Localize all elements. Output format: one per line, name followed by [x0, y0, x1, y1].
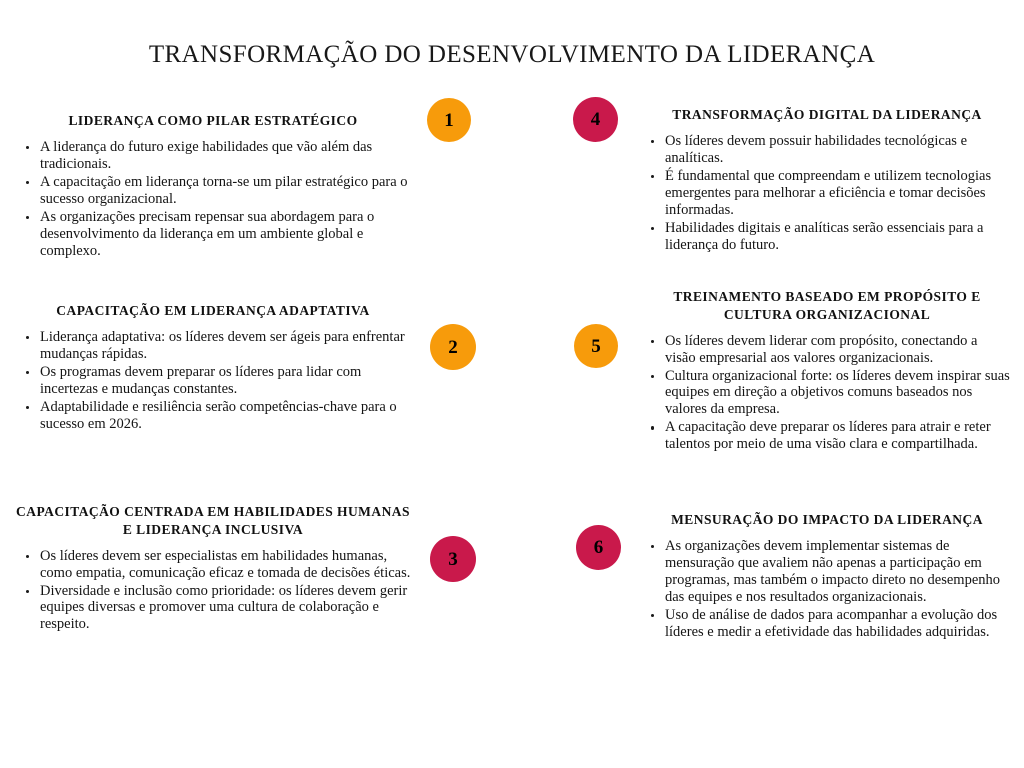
section-badge-number-1: 1	[444, 109, 454, 131]
list-item: Os líderes devem possuir habilidades tecnológicas e analíticas.	[644, 133, 1010, 167]
list-item: As organizações devem implementar sistemas de mensuração que avaliem não apenas a participação em programas, mas também o impacto direto no desempenho das equipes e nos resultados organizacionais.	[644, 538, 1010, 606]
section-heading-4: TRANSFORMAÇÃO DIGITAL DA LIDERANÇA	[672, 107, 982, 122]
section-bullets-4	[624, 133, 1024, 254]
section-heading-1: LIDERANÇA COMO PILAR ESTRATÉGICO	[68, 113, 358, 128]
list-item: Os líderes devem liderar com propósito, conectando a visão empresarial aos valores organizacionais.	[644, 333, 1010, 367]
section-bullets-1	[0, 139, 426, 260]
section-heading-6: MENSURAÇÃO DO IMPACTO DA LIDERANÇA	[671, 512, 983, 527]
section-block-6	[624, 511, 1024, 642]
section-badge-4	[573, 97, 618, 142]
section-badge-number-4: 4	[590, 109, 601, 130]
list-item: É fundamental que compreendam e utilizem tecnologias emergentes para melhorar a eficiência e tomar decisões informadas.	[644, 168, 1010, 219]
list-item: Os líderes devem ser especialistas em habilidades humanas, como empatia, comunicação eficaz e tomada de decisões éticas.	[19, 548, 418, 582]
section-heading-2: CAPACITAÇÃO EM LIDERANÇA ADAPTATIVA	[56, 303, 370, 318]
section-badge-1	[427, 98, 471, 142]
section-badge-number-2: 2	[448, 336, 458, 358]
list-item: Habilidades digitais e analíticas serão essenciais para a liderança do futuro.	[644, 220, 1010, 254]
section-block-4	[624, 106, 1024, 254]
section-block-2	[0, 302, 426, 434]
list-item: Uso de análise de dados para acompanhar a evolução dos líderes e medir a efetividade das habilidades adquiridas.	[644, 607, 1010, 641]
list-item: A liderança do futuro exige habilidades que vão além das tradicionais.	[19, 139, 418, 173]
section-bullets-6	[624, 538, 1024, 641]
section-block-3	[0, 503, 426, 634]
list-item: Diversidade e inclusão como prioridade: os líderes devem gerir equipes diversas e promover uma cultura de colaboração e respeito.	[19, 583, 418, 634]
list-item: Cultura organizacional forte: os líderes devem inspirar suas equipes em direção a objetivos comuns baseados nos valores da empresa.	[644, 368, 1010, 419]
section-block-1	[0, 112, 426, 260]
section-badge-number-6: 6	[593, 537, 604, 558]
section-badge-number-5: 5	[591, 335, 601, 357]
section-bullets-5	[624, 333, 1024, 454]
list-item: A capacitação deve preparar os líderes para atrair e reter talentos por meio de uma visão clara e compartilhada.	[644, 419, 1010, 453]
list-item: Adaptabilidade e resiliência serão competências-chave para o sucesso em 2026.	[19, 399, 418, 433]
section-badge-2	[430, 324, 476, 370]
list-item: Os programas devem preparar os líderes para lidar com incertezas e mudanças constantes.	[19, 364, 418, 398]
section-heading-5: TREINAMENTO BASEADO EM PROPÓSITO E CULTURA ORGANIZACIONAL	[673, 289, 981, 322]
page-title: TRANSFORMAÇÃO DO DESENVOLVIMENTO DA LIDERANÇA	[148, 40, 876, 68]
section-heading-3: CAPACITAÇÃO CENTRADA EM HABILIDADES HUMANAS E LIDERANÇA INCLUSIVA	[16, 504, 410, 537]
section-badge-3	[430, 536, 476, 582]
section-badge-number-3: 3	[448, 548, 458, 570]
list-item: Liderança adaptativa: os líderes devem ser ágeis para enfrentar mudanças rápidas.	[19, 329, 418, 363]
list-item: A capacitação em liderança torna-se um pilar estratégico para o sucesso organizacional.	[19, 174, 418, 208]
section-bullets-3	[0, 548, 426, 634]
list-item: As organizações precisam repensar sua abordagem para o desenvolvimento da liderança em um ambiente global e complexo.	[19, 209, 418, 260]
section-block-5	[624, 288, 1024, 454]
section-badge-5	[574, 324, 618, 368]
section-badge-6	[576, 525, 621, 570]
section-bullets-2	[0, 329, 426, 433]
